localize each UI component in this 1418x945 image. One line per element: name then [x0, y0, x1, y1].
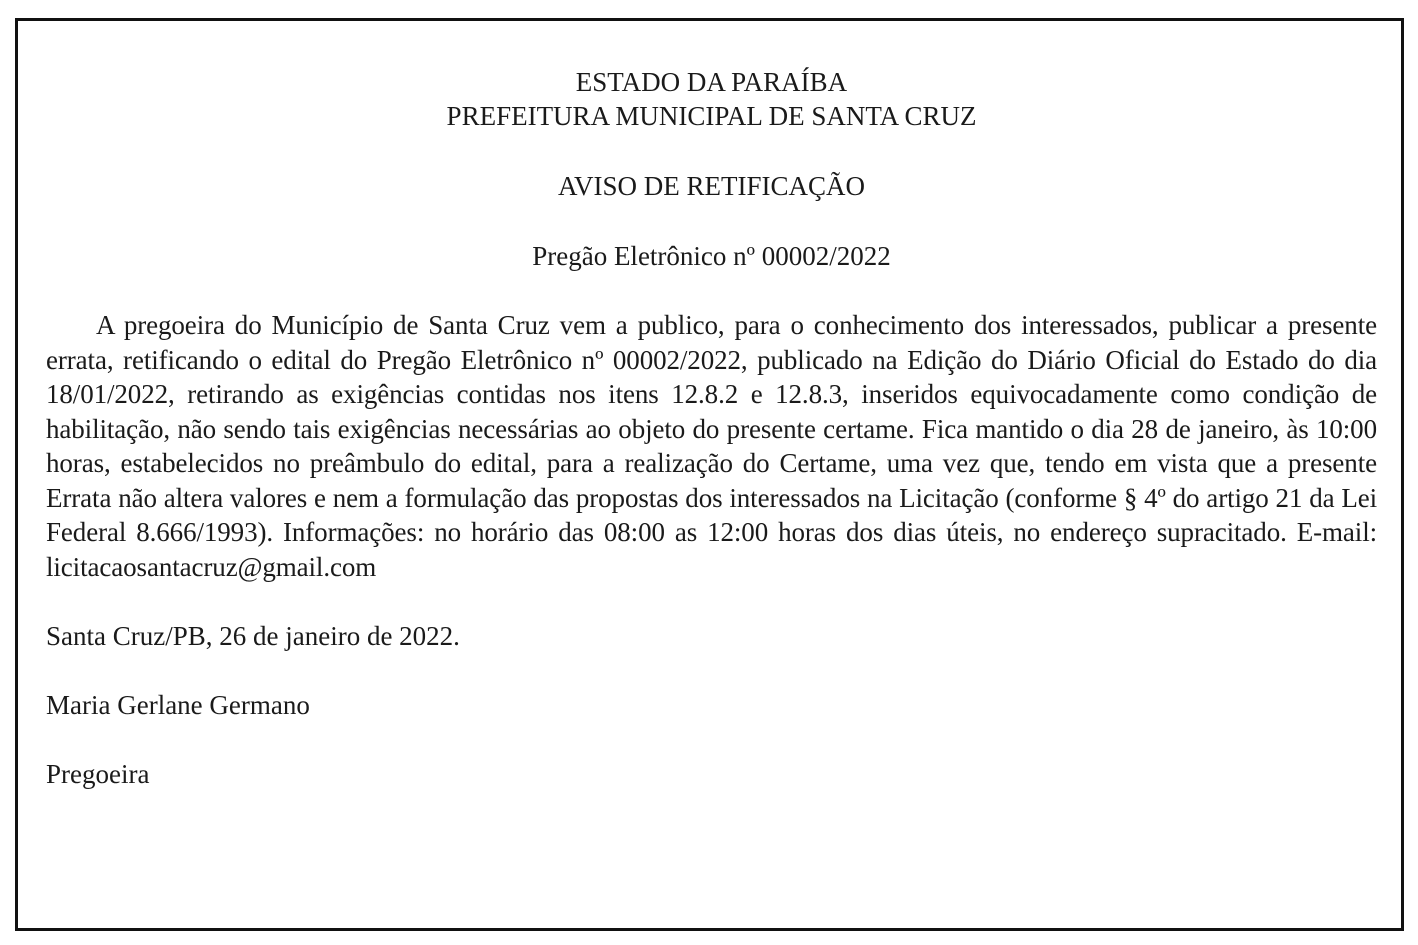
- notice-title: AVISO DE RETIFICAÇÃO: [557, 171, 866, 201]
- signatory-name: Maria Gerlane Germano: [46, 690, 310, 720]
- document-border: [15, 18, 1404, 931]
- signatory-role: Pregoeira: [46, 759, 150, 789]
- municipality-heading: PREFEITURA MUNICIPAL DE SANTA CRUZ: [446, 101, 977, 131]
- notice-body-paragraph: A pregoeira do Município de Santa Cruz vem a publico, para o conhecimento dos interessados, publicar a presente errata, retificando o edital do Pregão Eletrônico nº 00002/2022, publicado na Edição do Diário Oficial do Estado do dia 18/01/2022, retirando as exigências contidas nos itens 12.8.2 e 12.8.3, inseridos equivocadamente como condição de habilitação, não sendo tais exigências necessárias ao objeto do presente certame. Fica mantido o dia 28 de janeiro, às 10:00 horas, estabelecidos no preâmbulo do edital, para a realização do Certame, uma vez que, tendo em vista que a presente Errata não altera valores e nem a formulação das propostas dos interessados na Licitação (conforme § 4º do artigo 21 da Lei Federal 8.666/1993). Informações: no horário das 08:00 as 12:00 horas dos dias úteis, no endereço supracitado. E-mail: licitacaosantacruz@gmail.com: [46, 310, 1377, 582]
- state-heading: ESTADO DA PARAÍBA: [575, 67, 848, 97]
- document-content: [46, 65, 1377, 791]
- place-date: Santa Cruz/PB, 26 de janeiro de 2022.: [46, 621, 460, 651]
- procurement-reference: Pregão Eletrônico nº 00002/2022: [532, 241, 891, 271]
